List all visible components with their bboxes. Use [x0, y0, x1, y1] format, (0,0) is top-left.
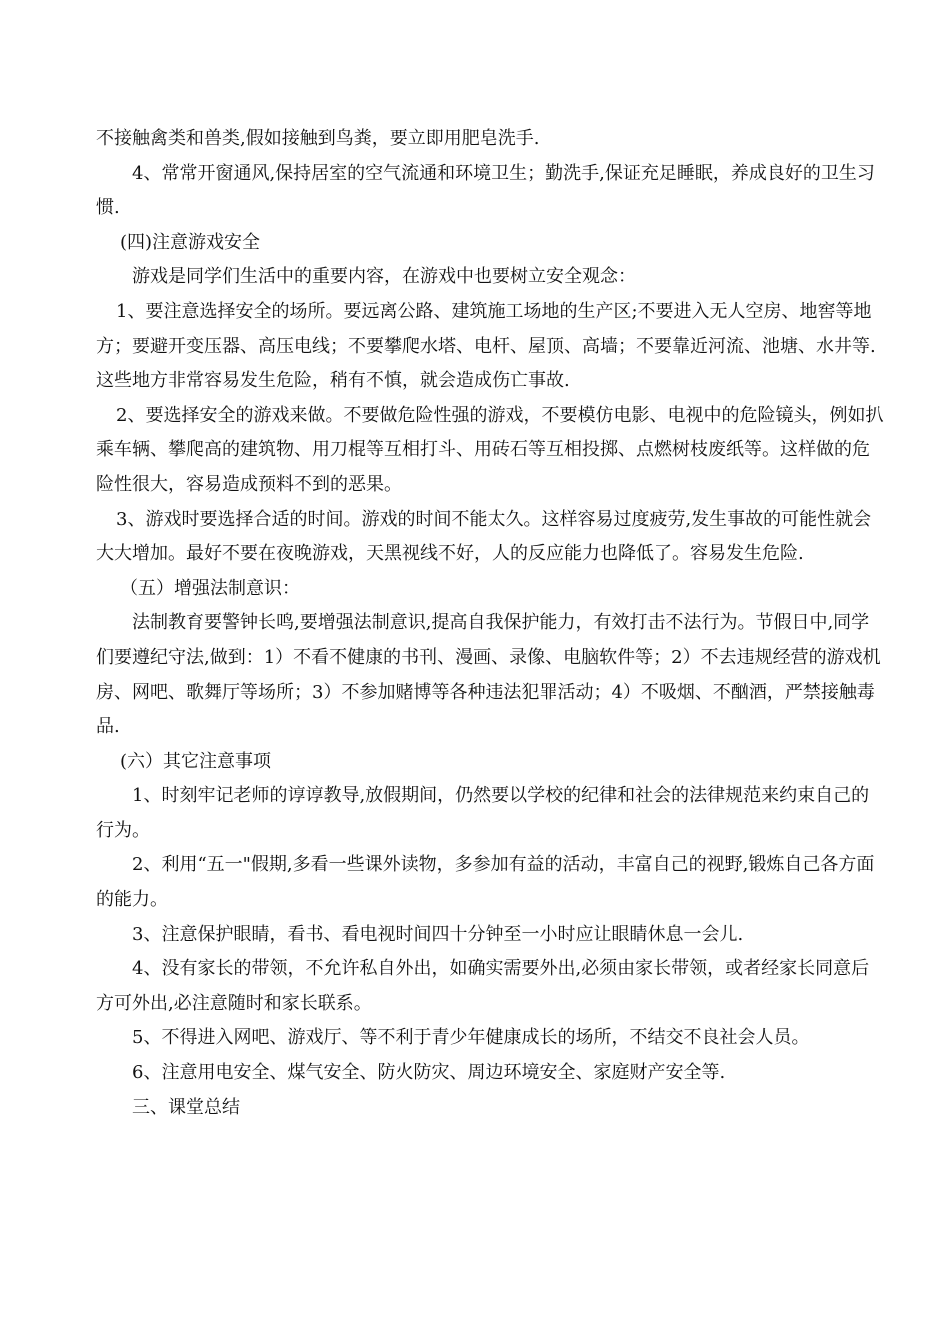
- paragraph-note-1: 1、时刻牢记老师的谆谆教导,放假期间，仍然要以学校的纪律和社会的法律规范来约束自己的行为。: [96, 785, 870, 841]
- paragraph-hygiene-birds: 不接触禽类和兽类,假如接触到鸟粪，要立即用肥皂洗手.: [96, 128, 540, 149]
- paragraph-note-2: 2、利用“五一"假期,多看一些课外读物，多参加有益的活动，丰富自己的视野,锻炼自己各方面的能力。: [96, 854, 875, 911]
- paragraph-note-3: 3、注意保护眼睛，看书、看电视时间四十分钟至一小时应让眼睛休息一会儿.: [132, 923, 744, 945]
- paragraph-note-4: 4、没有家长的带领，不允许私自外出，如确实需要外出,必须由家长带领，或者经家长同意后方可外出,必注意随时和家长联系。: [96, 958, 870, 1014]
- paragraph-game-intro: 游戏是同学们生活中的重要内容，在游戏中也要树立安全观念：: [132, 266, 636, 288]
- section-heading-game-safety: (四)注意游戏安全: [120, 231, 261, 253]
- paragraph-note-5: 5、不得进入网吧、游戏厅、等不利于青少年健康成长的场所，不结交不良社会人员。: [132, 1027, 810, 1049]
- paragraph-safe-place: 1、要注意选择安全的场所。要远离公路、建筑施工场地的生产区;不要进入无人空房、地窖等地方；要避开变压器、高压电线；不要攀爬水塔、电杆、屋顶、高墙；不要靠近河流、池塘、水井等.这些地方非常容易发生危险，稍有不慎，就会造成伤亡事故.: [96, 300, 876, 392]
- paragraph-legal-education: 法制教育要警钟长鸣,要增强法制意识,提高自我保护能力，有效打击不法行为。节假日中,同学们要遵纪守法,做到：1）不看不健康的书刊、漫画、录像、电脑软件等；2）不去违规经营的游戏机房、网吧、歌舞厅等场所；3）不参加赌博等各种违法犯罪活动；4）不吸烟、不酗酒，严禁接触毒品.: [96, 612, 881, 738]
- section-heading-class-summary: 三、课堂总结: [132, 1096, 240, 1118]
- document-body: [96, 122, 886, 1125]
- paragraph-safe-time: 3、游戏时要选择合适的时间。游戏的时间不能太久。这样容易过度疲劳,发生事故的可能性就会大大增加。最好不要在夜晚游戏，天黑视线不好，人的反应能力也降低了。容易发生危险.: [96, 508, 872, 565]
- paragraph-safe-game: 2、要选择安全的游戏来做。不要做危险性强的游戏，不要模仿电影、电视中的危险镜头，例如扒乘车辆、攀爬高的建筑物、用刀棍等互相打斗、用砖石等互相投掷、点燃树枝废纸等。这样做的危险性很大，容易造成预料不到的恶果。: [96, 404, 884, 495]
- section-heading-legal-awareness: （五）增强法制意识：: [120, 577, 300, 599]
- paragraph-ventilation: 4、常常开窗通风,保持居室的空气流通和环境卫生；勤洗手,保证充足睡眠，养成良好的卫生习惯.: [96, 162, 875, 219]
- section-heading-other-notes: (六）其它注意事项: [120, 750, 272, 772]
- paragraph-note-6: 6、注意用电安全、煤气安全、防火防灾、周边环境安全、家庭财产安全等.: [132, 1062, 726, 1084]
